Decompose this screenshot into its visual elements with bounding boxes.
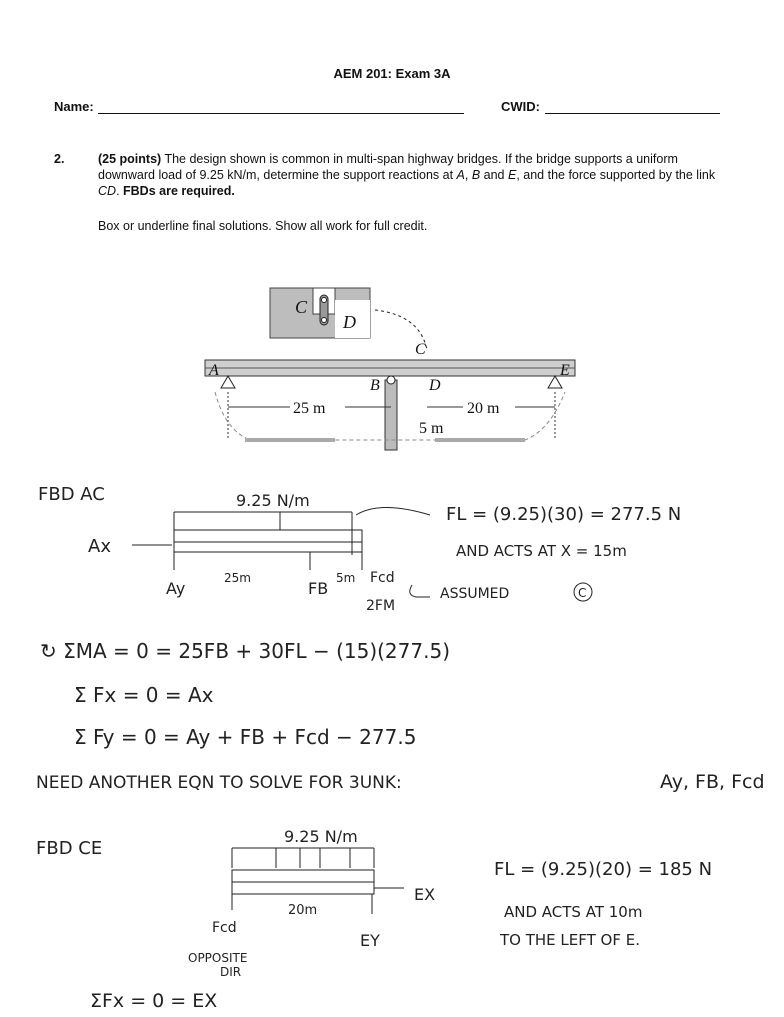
name-label: Name: [54,99,94,114]
hw-acts-2a: AND ACTS AT 10m [504,903,643,921]
inset-label-d: D [343,312,356,332]
hw-ax: Ax [88,536,111,557]
hw-acts-1: AND ACTS AT X = 15m [456,542,627,560]
hw-eq-fx2: ΣFx = 0 = EX [90,990,218,1012]
hw-ey: EY [360,931,380,950]
hw-assumed-c: C [578,586,587,600]
hw-fbd-ce: FBD CE [36,838,103,859]
fbd-ac-beam [132,508,430,571]
problem-E: E [507,168,517,182]
hw-load-ce: 9.25 N/m [284,827,358,846]
hw-fb: FB [308,579,329,598]
hw-ay: Ay [166,579,186,598]
problem-period: . [116,184,124,198]
label-e: E [560,362,570,379]
hw-eq-fx: Σ Fx = 0 = Ax [74,683,214,707]
bridge-figure [195,280,585,455]
hw-need: NEED ANOTHER EQN TO SOLVE FOR 3UNK: [36,773,402,793]
hw-resultant-1: FL = (9.25)(30) = 277.5 N [446,504,682,525]
problem-B: B [471,168,481,182]
hw-assumed: ASSUMED [440,586,510,602]
hw-dim-5: 5m [336,571,356,585]
handwritten-work [0,470,784,1017]
hw-2fm: 2FM [366,598,396,614]
label-a: A [209,362,219,379]
instructions: Box or underline final solutions. Show all work for full credit. [98,219,428,233]
problem-number: 2. [54,152,65,166]
problem-comma: , [464,168,472,182]
fbd-ce-beam [232,848,404,914]
label-d: D [429,377,441,394]
hw-resultant-2: FL = (9.25)(20) = 185 N [494,859,713,880]
problem-text-1: The design shown is common in multi-span highway bridges. If the bridge supports a uniform downward load of 9.25 kN/m, determine the support reactions at [98,152,678,182]
label-b: B [370,377,380,394]
exam-title: AEM 201: Exam 3A [333,66,451,81]
dim-20m: 20 m [467,400,500,417]
hw-eq-moment: ↻ ΣMA = 0 = 25FB + 30FL − (15)(277.5) [40,639,450,663]
problem-CD: CD [98,184,117,198]
hw-unknowns: Ay, FB, Fcd [660,771,765,793]
hw-fcd: Fcd [370,570,395,586]
hw-fbd-ac: FBD AC [38,484,105,505]
support-a [221,376,235,388]
hw-ex: EX [414,885,436,904]
problem-text-2: , and the force supported by the link [516,168,716,182]
hw-dim-20: 20m [288,903,318,918]
hw-load-ac: 9.25 N/m [236,491,310,510]
problem-points: (25 points) [98,152,162,166]
hw-fcd-2: Fcd [212,920,237,936]
problem-and: and [480,168,508,182]
hw-eq-fy: Σ Fy = 0 = Ay + FB + Fcd − 277.5 [74,725,417,749]
hw-opposite: OPPOSITE [188,951,248,965]
cwid-line [545,113,720,114]
dim-5m: 5 m [419,420,444,437]
hw-acts-2b: TO THE LEFT OF E. [500,931,641,949]
dim-25m: 25 m [293,400,326,417]
hw-dir: DIR [220,965,242,979]
problem-fbd-required: FBDs are required. [123,184,235,198]
hw-dim-25: 25m [224,571,251,585]
label-c: C [415,341,426,358]
problem-statement [98,151,738,199]
inset-label-c: C [295,297,308,317]
problem-A: A [456,168,465,182]
inset-detail [270,288,427,350]
name-line [98,113,464,114]
cwid-label: CWID: [501,99,540,114]
